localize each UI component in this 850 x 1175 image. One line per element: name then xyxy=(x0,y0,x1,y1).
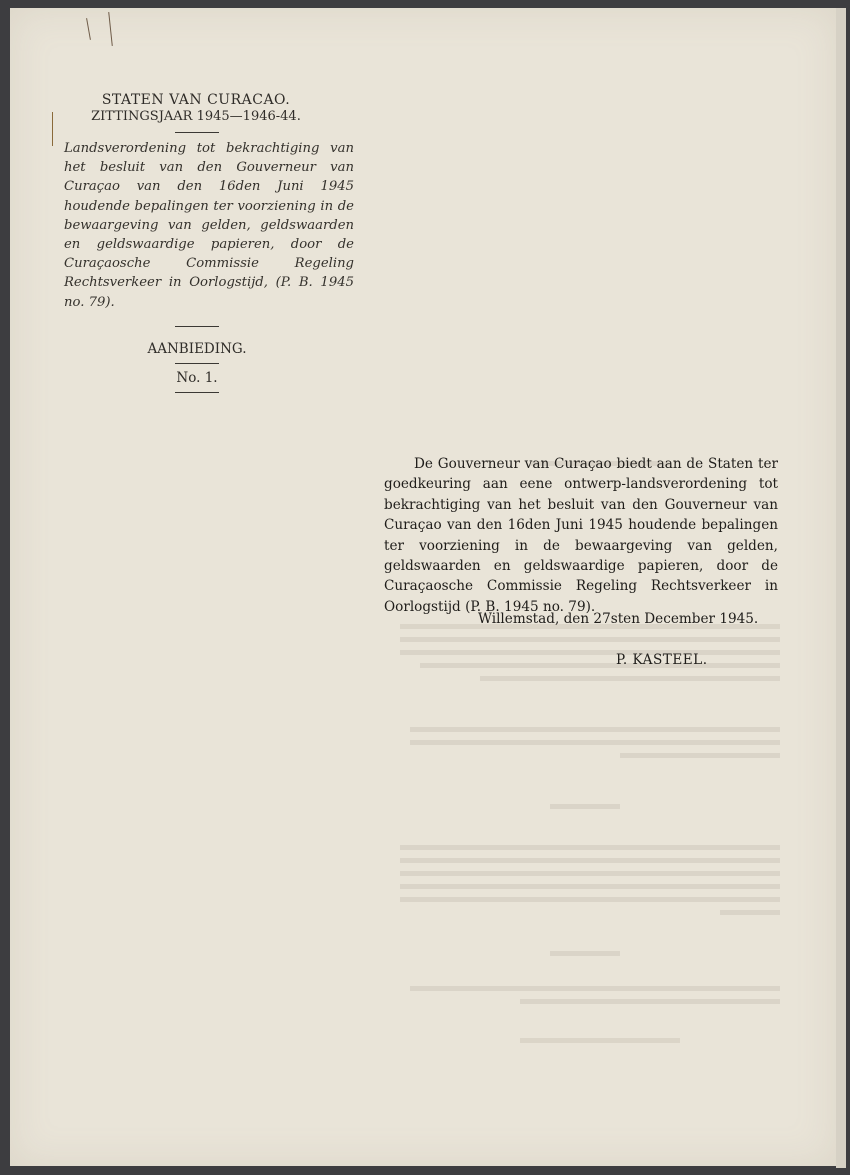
signature: P. KASTEEL. xyxy=(616,652,708,668)
title-line-1: STATEN VAN CURACAO. xyxy=(101,92,291,108)
divider xyxy=(175,392,219,393)
divider xyxy=(175,326,219,327)
document-header xyxy=(64,92,354,399)
main-paragraph: De Gouverneur van Curaçao biedt aan de Staten ter goedkeuring aan eene ontwerp-landsverordening tot bekrachtiging van het besluit van den Gouverneur van Curaçao van den 16den Juni 1945 houdende bepalingen ter voorziening in de bewaargeving van gelden, geldswaarden en geldswaardige papieren, door de Curaçaosche Commissie Regeling Rechtsverkeer in Oorlogstijd (P. B. 1945 no. 79). xyxy=(384,456,778,615)
ordinance-description: Landsverordening tot bekrachtiging van het besluit van den Gouverneur van Curaçao van den 16den Juni 1945 houdende bepalingen ter voorziening in de bewaargeving van gelden, geldswaarden en geldswaardige papieren, door de Curaçaosche Commissie Regeling Rechtsverkeer in Oorlogstijd, (P. B. 1945 no. 79). xyxy=(64,141,354,310)
divider xyxy=(175,363,219,364)
section-number: No. 1. xyxy=(176,369,218,386)
divider xyxy=(175,132,219,133)
date-line: Willemstad, den 27sten December 1945. xyxy=(478,611,759,627)
section-heading: AANBIEDING. xyxy=(147,340,247,357)
title-line-2: ZITTINGSJAAR 1945—1946-44. xyxy=(91,109,301,124)
page-edge xyxy=(836,8,846,1168)
